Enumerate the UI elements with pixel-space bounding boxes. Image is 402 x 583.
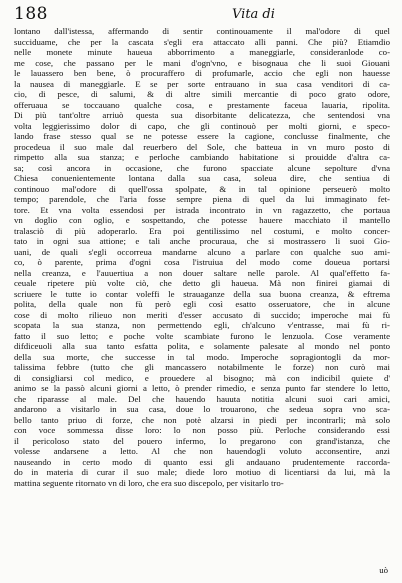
text-line: volesse andarsene a letto. Al che non hauendogli voluto acconsentire, anzi [14,446,390,456]
text-line: tempo; parendole, che l'aria fosse sempre piena di quel da lui immaginato fet- [14,194,390,204]
text-line: me cose, che passano per le mani d'ogn'vno, e bisognaua che li suoi Giouani [14,57,390,68]
text-line: Di più tant'oltre arriuò questa sua disorbitante delicatezza, che sentendosi vna [14,110,390,120]
text-line: co, ò parente, prima d'ogni cosa l'istruiua del modo come doueua portarsi [14,257,390,267]
text-line: le lauassero ben bene, ò procuraffero di profumarle, accio che egli non hauesse [14,68,390,78]
text-line: bello tanto priuo di forze, che non potè alzarsi in piedi per incontrarli; mà solo [14,414,390,425]
text-line: scopata la sua stanza, non permettendo egli, ch'alcuno v'entrasse, mai fù ri- [14,320,390,330]
running-head: Vita di [232,7,275,22]
text-line: cio, di pesce, di salumi, & di altre simili mercantie di poco grato odore, [14,89,390,99]
text-line: do in materia di curar il suo male; diede loro motiuo di licentiarsi da lui, mà la [14,467,390,477]
text-line: nauseando in certo modo di quanto essi gli andauano prudentemente raccorda- [14,456,390,467]
text-line: nella creanza, e l'auuertiua a non douer saltare nelle parole. Al qual'effetto fa- [14,267,390,278]
text-line: la nausea di maneggiarle. E se per sorte entrauano in sua casa venditori di ca- [14,78,390,89]
text-line: difdiceuoli alla sua tanto esfatta polita, e solamente palesate al mondo nel ponto [14,341,390,351]
text-line: offeruaua se toccauano qualche cosa, e prestamente faceua lauaria, ripolita. [14,99,390,110]
text-line: della sua morte, che successe in tal modo. Imperoche sopragiontogli da mor- [14,351,390,362]
text-line: Chiesa conuenientemente lontana dalla sua casa, soleua dire, che sentiua di [14,173,390,183]
text-line: vn doglio con oglio, e sospettando, che potesse hauere macchiato il mantello [14,215,390,225]
text-line: continouo mal'odore di quell'ossa spolpate, & in tal opinione perseuerò molto [14,183,390,194]
text-line: volta leggierissimo dolor di capo, che gli continouò per molti giorni, e speco- [14,120,390,131]
text-line: scriuere le tutte io contar voleffi le strauaganze della sua buona creanza, & eftrema [14,288,390,299]
page-number: 188 [14,4,48,24]
text-line: procedeua il suo male dal reuerbero del Sole, che batteua in vn muro posto di [14,141,390,152]
text-line: il pericoloso stato del pouero infermo, lo pregarono con grand'istanza, che [14,435,390,446]
text-line: di consigliarsi col medico, e prouedere al bisogno; mà con indicibil quiete d' [14,372,390,383]
text-line: andarono a visitarlo in sua casa, doue lo trouarono, che sedeua sopra vno sca- [14,404,390,414]
text-line: uani, de quali s'egli occorreua mandarne alcuno a parlare con qualche suo ami- [14,246,390,257]
text-line: tato in ogni sua attione; e tali anche procuraua, che si mostrassero li suoi Gio- [14,236,390,246]
body-text [14,26,390,488]
text-line: fatto il suo letto; e poche volte scambiate furono le lenzuola. Cose veramente [14,330,390,341]
text-line: mattina seguente ritornato vn di loro, che era suo discepolo, per visitarlo tro- [14,477,284,488]
text-line: rimpetto alla sua stanza; e perloche cambiando habitatione si prouidde d'altra ca- [14,152,390,162]
catchword: uò [379,565,388,575]
text-line: animo se la passò alcuni giorni a letto, ò prender rimedio, e senza punto far stendere lo letto, [14,383,390,393]
text-line: ceuale ripetere più volte ciò, che detto gli haueua. Mà non finirei giamai di [14,278,390,288]
text-line: lando frase stesso qual se ne potesse essere la cagione, conclusse finalmente, che [14,131,390,141]
text-line: che riparasse al male. Del che hauendo hauuta notitia alcuni suoi cari amici, [14,393,390,404]
text-line: tralasciò di più adoperarlo. Era poi gentilissimo nel costumi, e molto concer- [14,225,390,236]
text-line: sa; così ancora in occasione, che furono spacciate alcune sepolture d'vna [14,162,390,173]
text-line: lontano dall'istessa, affermando di sentir continouamente il mal'odore di quel [14,26,390,36]
page-header [14,2,390,24]
text-line: talissima febbre (tutto che gli mancassero notabilmente le forze) non curò mai [14,362,390,372]
text-line: succiduame, che per la cascata s'egli era attaccato alli panni. Che più? Etiamdio [14,36,390,47]
text-line: polita, della quale non fù però egli così esatto osseruatore, che in alcune [14,299,390,309]
text-line: con voce sommessa disse loro: lo non posso più. Perloche considerando essi [14,425,390,435]
text-line: cose di molto rilieuo non meriti d'esser accusato di succido; imperoche mai fù [14,309,390,320]
text-line: tore. Et vna volta essendosi per istrada incontrato in vn ragazzetto, che portaua [14,204,390,215]
text-line: nelle monete minute haueua abborrimento a maneggiarle, consideranlode co- [14,47,390,57]
